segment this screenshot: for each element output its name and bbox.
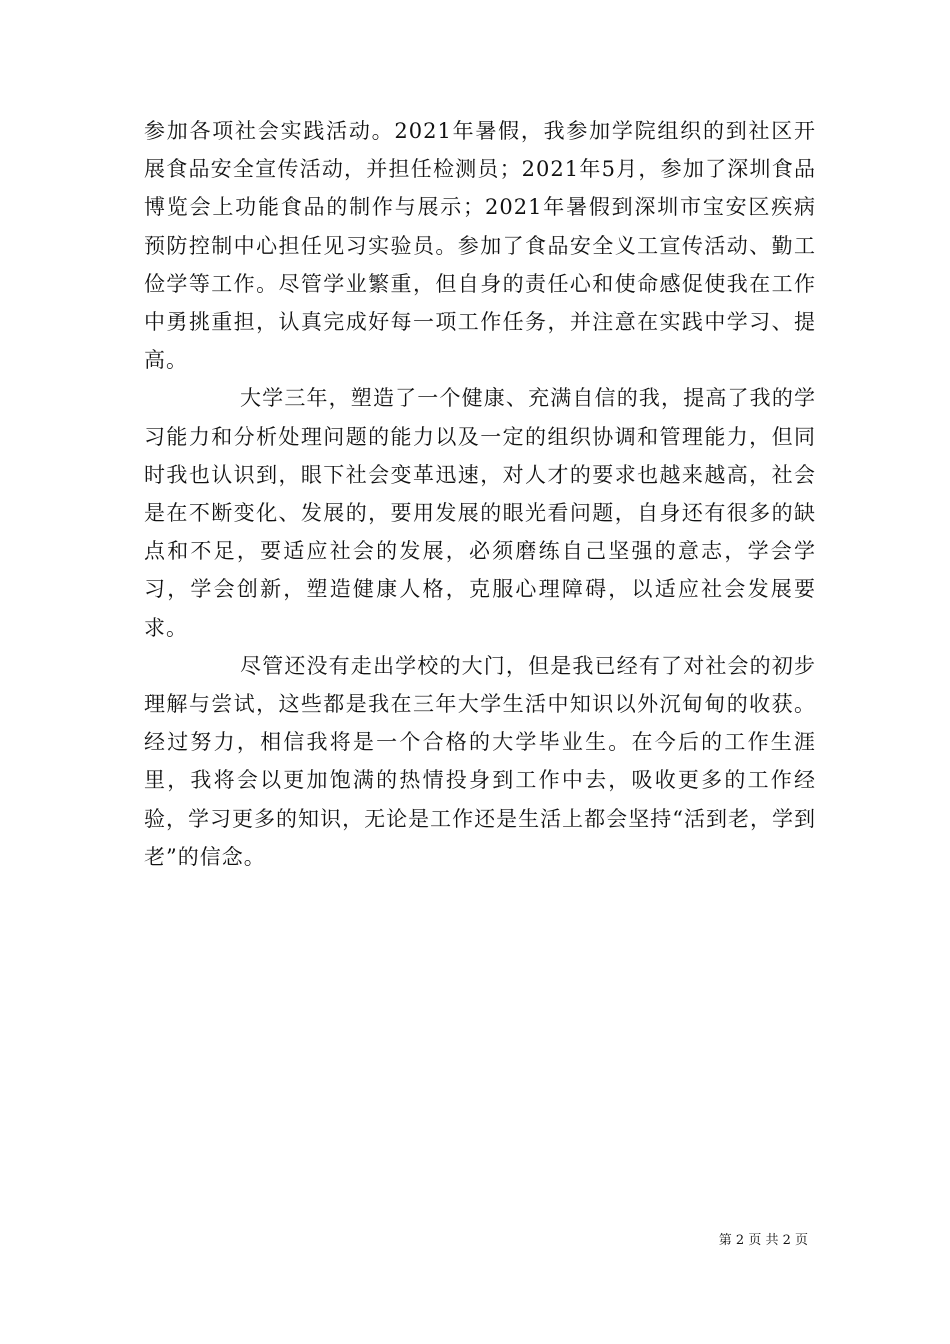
document-body	[144, 112, 816, 876]
paragraph-three-years-growth: 大学三年，塑造了一个健康、充满自信的我，提高了我的学习能力和分析处理问题的能力以及一定的组织协调和管理能力，但同时我也认识到，眼下社会变革迅速，对人才的要求也越来越高，社会是在不断变化、发展的，要用发展的眼光看问题，自身还有很多的缺点和不足，要适应社会的发展，必须磨练自己坚强的意志，学会学习，学会创新，塑造健康人格，克服心理障碍，以适应社会发展要求。	[144, 386, 816, 640]
paragraph-future-outlook: 尽管还没有走出学校的大门，但是我已经有了对社会的初步理解与尝试，这些都是我在三年大学生活中知识以外沉甸甸的收获。经过努力，相信我将是一个合格的大学毕业生。在今后的工作生涯里，我将会以更加饱满的热情投身到工作中去，吸收更多的工作经验，学习更多的知识，无论是工作还是生活上都会坚持“活到老，学到老”的信念。	[144, 653, 816, 869]
page-number-footer: 第 2 页 共 2 页	[718, 1233, 808, 1248]
paragraph-practice-activities: 参加各项社会实践活动。2021年暑假，我参加学院组织的到社区开展食品安全宣传活动，并担任检测员；2021年5月，参加了深圳食品博览会上功能食品的制作与展示；2021年暑假到深圳市宝安区疾病预防控制中心担任见习实验员。参加了食品安全义工宣传活动、勤工俭学等工作。尽管学业繁重，但自身的责任心和使命感促使我在工作中勇挑重担，认真完成好每一项工作任务，并注意在实践中学习、提高。	[144, 119, 816, 373]
